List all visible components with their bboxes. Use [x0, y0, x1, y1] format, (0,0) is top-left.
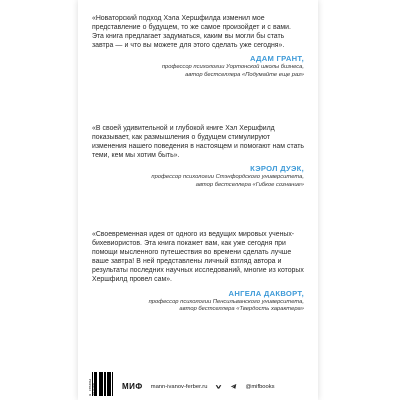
blurb-author: АДАМ ГРАНТ,	[249, 54, 304, 64]
blurb-credit-line-2: автор бестселлера «Твердость характера»	[179, 305, 304, 312]
publisher-logo: МИФ	[122, 382, 143, 391]
blurb-author: КЭРОЛ ДУЭК,	[250, 164, 304, 174]
blurb-2	[92, 124, 304, 189]
book-back-cover	[78, 0, 318, 400]
blurb-3	[92, 230, 304, 313]
cover-footer	[89, 372, 308, 396]
blurb-quote: «В своей удивительной и глубокой книге Хэл Хершфилд показывает, как размышления о будущем стимулируют изменения нашего поведения в настоящем и помогают нам стать теми, кем мы хотим быть».	[92, 125, 304, 160]
social-handle[interactable]: @mifbooks	[245, 383, 275, 390]
blurb-1	[92, 14, 304, 79]
blurb-credit-line-2: автор бестселлера «Гибкое сознание»	[195, 181, 304, 188]
vk-icon[interactable]	[215, 383, 222, 390]
blurb-credit-line-2: автор бестселлера «Подумайте еще раз»	[185, 71, 304, 78]
publisher-website[interactable]: mann-ivanov-ferber.ru	[150, 383, 208, 390]
isbn-text: 9 785002 142088	[89, 378, 97, 396]
barcode	[89, 372, 114, 396]
barcode-stripe	[112, 372, 113, 396]
telegram-icon[interactable]	[230, 383, 237, 390]
blurb-credit-line-1: профессор психологии Уортонской школы бизнеса,	[161, 64, 304, 71]
blurb-author: АНГЕЛА ДАКВОРТ,	[228, 288, 304, 298]
publisher-row	[122, 382, 275, 391]
blurb-quote: «Своевременная идея от одного из ведущих мировых ученых-бихевиористов. Эта книга покажет вам, как уже сегодня при помощи мысленного путешествия во времени сделать лучше ваше завтра! В ней представлены личный взгляд автора и результаты последних научных исследований, многие из которых Хершфилд провел сам».	[92, 231, 304, 284]
blurb-credit-line-1: профессор психологии Пенсильванского университета,	[148, 298, 304, 305]
blurb-quote: «Новаторский подход Хэла Хершфилда изменил мое представление о будущем, то же самое произойдет и с вами. Эта книга предлагает задуматься, каким вы могли бы стать завтра — и что вы можете для этого сделать уже сегодня».	[92, 15, 291, 50]
blurb-credit-line-1: профессор психологии Стэнфордского университета,	[151, 174, 304, 181]
